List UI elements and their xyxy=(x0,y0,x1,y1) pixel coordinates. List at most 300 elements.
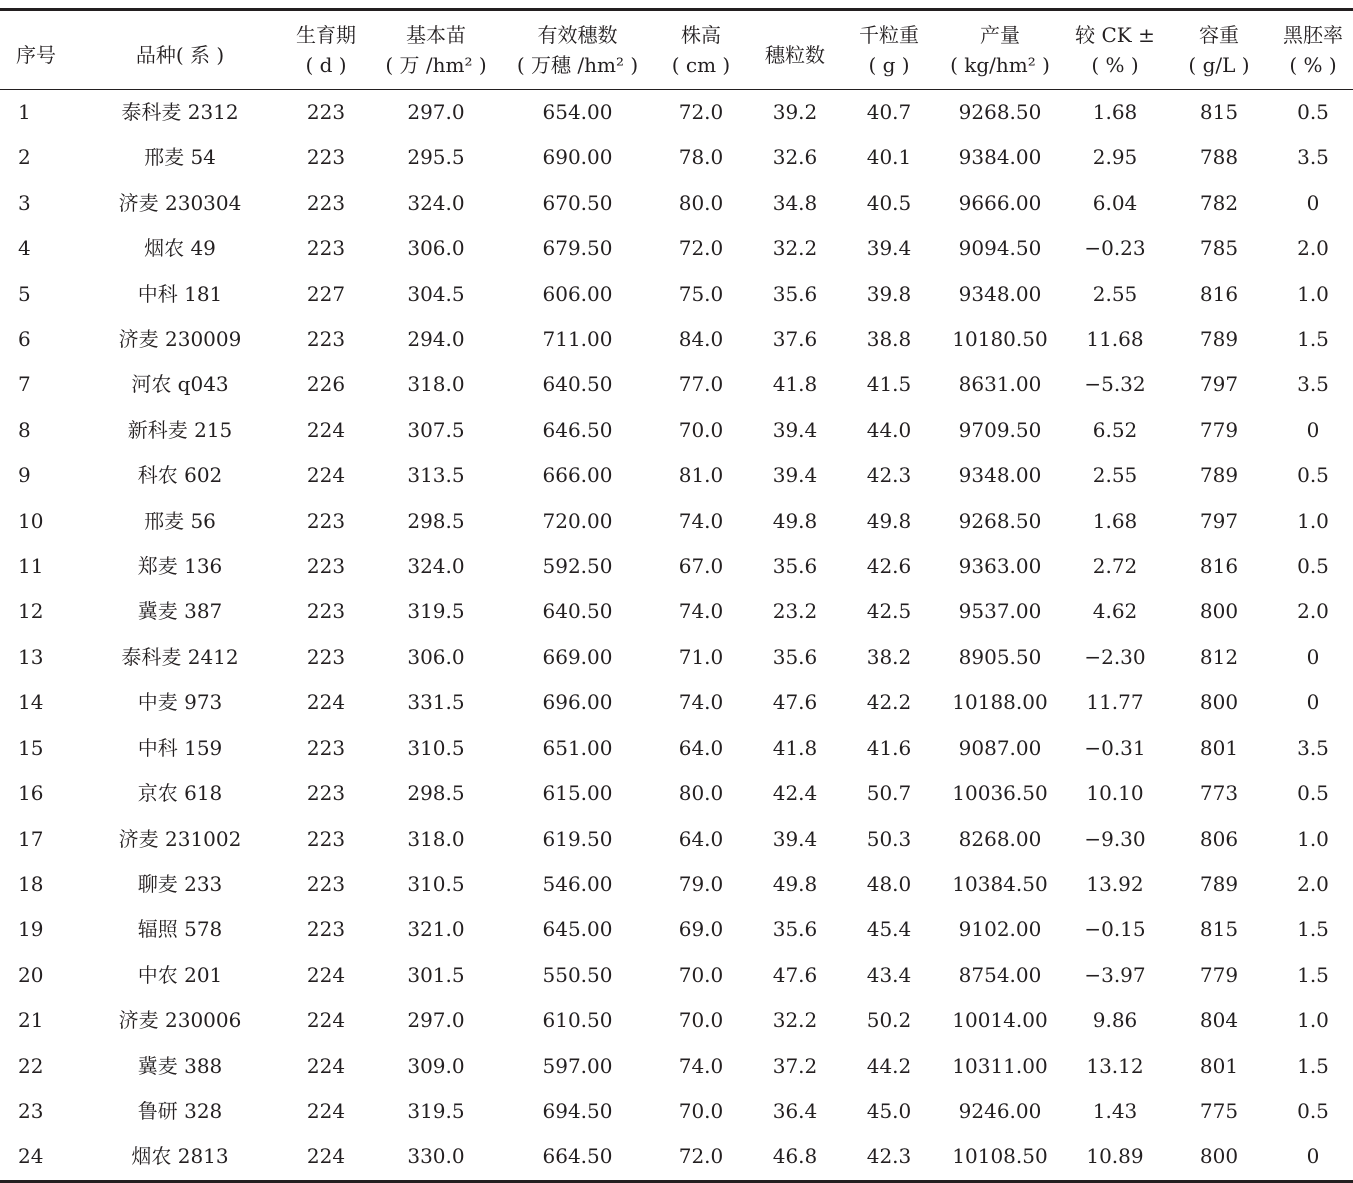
table-cell: 9087.00 xyxy=(958,735,1042,760)
table-cell: 13.12 xyxy=(1086,1053,1144,1078)
table-cell: 32.2 xyxy=(772,1008,818,1033)
table-cell: 1.5 xyxy=(1297,1053,1329,1078)
table-cell: 318.0 xyxy=(407,372,465,397)
table-cell: 40.5 xyxy=(866,190,912,215)
table-cell: 71.0 xyxy=(678,644,724,669)
table-cell: 48.0 xyxy=(866,871,912,896)
table-cell: 49.8 xyxy=(772,508,818,533)
table-cell: 郑麦 136 xyxy=(137,554,223,579)
table-cell: 35.6 xyxy=(772,554,818,579)
table-row xyxy=(0,453,1353,498)
table-cell: 223 xyxy=(306,554,346,579)
table-cell: 64.0 xyxy=(678,826,724,851)
table-cell: 615.00 xyxy=(542,781,613,806)
table-cell: 1.68 xyxy=(1092,508,1138,533)
table-cell: 3.5 xyxy=(1297,145,1329,170)
table-cell: 21 xyxy=(18,1008,44,1033)
column-unit: ( g ) xyxy=(843,50,935,90)
table-cell: 324.0 xyxy=(407,554,465,579)
table-cell: 330.0 xyxy=(372,1134,500,1181)
table-cell: 冀麦 387 xyxy=(137,599,223,624)
table-cell: 9348.00 xyxy=(958,281,1042,306)
table-cell: 295.5 xyxy=(407,145,465,170)
table-cell: 804 xyxy=(1199,1008,1239,1033)
table-cell: 0 xyxy=(1306,644,1320,669)
table-cell: 0 xyxy=(1306,190,1320,215)
table-cell: 812 xyxy=(1199,644,1239,669)
table-cell: 679.50 xyxy=(542,236,613,261)
table-cell: 801 xyxy=(1199,735,1239,760)
table-cell: 8631.00 xyxy=(958,372,1042,397)
table-cell: 16 xyxy=(18,781,44,806)
table-cell: 223 xyxy=(306,826,346,851)
table-cell: 0 xyxy=(1306,417,1320,442)
table-cell: 80.0 xyxy=(678,190,724,215)
table-cell: 39.8 xyxy=(866,281,912,306)
table-cell: 324.0 xyxy=(407,190,465,215)
table-cell: 77.0 xyxy=(678,372,724,397)
table-cell: 10.10 xyxy=(1086,781,1144,806)
table-cell: −3.97 xyxy=(1084,962,1146,987)
table-cell: 济麦 231002 xyxy=(118,826,242,851)
table-cell: 654.00 xyxy=(542,100,613,124)
table-cell: 592.50 xyxy=(542,554,613,579)
table-cell: 227 xyxy=(306,281,346,306)
table-cell: 224 xyxy=(306,1053,346,1078)
table-cell: 797 xyxy=(1199,372,1239,397)
table-body xyxy=(0,90,1353,1182)
table-cell: 3 xyxy=(18,190,31,215)
column-unit: ( % ) xyxy=(1273,50,1353,90)
column-header: 生育期 xyxy=(280,10,372,51)
table-cell: 35.6 xyxy=(772,644,818,669)
table-cell: 新科麦 215 xyxy=(127,417,233,442)
table-cell: 789 xyxy=(1199,327,1239,352)
table-cell: 11.68 xyxy=(1086,327,1144,352)
table-cell: 23.2 xyxy=(772,599,818,624)
table-cell: 223 xyxy=(306,100,346,124)
table-cell: 304.5 xyxy=(407,281,465,306)
table-row xyxy=(0,1089,1353,1134)
table-cell: 济麦 230009 xyxy=(118,327,242,352)
table-cell: 74.0 xyxy=(678,508,724,533)
table-cell: 297.0 xyxy=(407,100,465,124)
table-cell: 9094.50 xyxy=(958,236,1042,261)
table-cell: 邢麦 56 xyxy=(144,508,216,533)
table-cell: 1.5 xyxy=(1297,962,1329,987)
table-cell: 9348.00 xyxy=(958,463,1042,488)
column-unit: ( 万 /hm² ) xyxy=(372,50,500,90)
table-cell: 47.6 xyxy=(772,690,818,715)
table-row xyxy=(0,181,1353,226)
table-cell: −2.30 xyxy=(1084,644,1146,669)
table-cell: 4.62 xyxy=(1092,599,1138,624)
table-cell: 223 xyxy=(306,644,346,669)
table-cell: 690.00 xyxy=(542,145,613,170)
table-cell: 6 xyxy=(18,327,31,352)
table-cell: 224 xyxy=(306,1008,346,1033)
table-cell: 696.00 xyxy=(542,690,613,715)
column-header: 千粒重 xyxy=(843,10,935,51)
table-cell: 223 xyxy=(306,871,346,896)
table-cell: 789 xyxy=(1199,463,1239,488)
column-unit: ( g/L ) xyxy=(1165,50,1273,90)
table-cell: 中农 201 xyxy=(137,962,223,987)
column-header: 黑胚率 xyxy=(1273,10,1353,51)
table-cell: 70.0 xyxy=(678,962,724,987)
table-cell: 41.5 xyxy=(866,372,912,397)
table-cell: 39.4 xyxy=(866,236,912,261)
table-cell: 224 xyxy=(306,417,346,442)
table-cell: 773 xyxy=(1199,781,1239,806)
table-row xyxy=(0,499,1353,544)
table-cell: 38.2 xyxy=(866,644,912,669)
table-cell: 44.0 xyxy=(866,417,912,442)
table-cell: 1.5 xyxy=(1297,917,1329,942)
table-cell: 19 xyxy=(18,917,44,942)
table-cell: 8 xyxy=(18,417,31,442)
table-cell: 邢麦 54 xyxy=(144,145,216,170)
table-cell: 70.0 xyxy=(678,1098,724,1123)
table-cell: 2.95 xyxy=(1092,145,1138,170)
table-cell: 331.5 xyxy=(407,690,465,715)
table-cell: −0.31 xyxy=(1084,735,1146,760)
table-row xyxy=(0,362,1353,407)
table-cell: 666.00 xyxy=(542,463,613,488)
table-cell: 546.00 xyxy=(542,871,613,896)
table-cell: 84.0 xyxy=(678,327,724,352)
table-cell: 23 xyxy=(18,1098,44,1123)
table-cell: 2.0 xyxy=(1297,599,1329,624)
column-header: 有效穗数 xyxy=(500,10,655,51)
table-cell: 319.5 xyxy=(407,1098,465,1123)
table-cell: −0.15 xyxy=(1084,917,1146,942)
table-cell: 4 xyxy=(18,236,31,261)
table-cell: 46.8 xyxy=(747,1134,843,1181)
table-cell: 319.5 xyxy=(407,599,465,624)
table-cell: 306.0 xyxy=(407,644,465,669)
table-cell: 223 xyxy=(306,599,346,624)
table-cell: 烟农 49 xyxy=(144,236,216,261)
table-cell: 中麦 973 xyxy=(137,690,223,715)
table-cell: 辐照 578 xyxy=(137,917,223,942)
table-cell: 1.68 xyxy=(1092,100,1138,124)
table-cell: 800 xyxy=(1165,1134,1273,1181)
column-header: 较 CK ± xyxy=(1065,10,1165,51)
table-cell: 223 xyxy=(306,327,346,352)
table-cell: 烟农 2813 xyxy=(80,1134,280,1181)
column-header: 产量 xyxy=(935,10,1065,51)
table-cell: 70.0 xyxy=(678,417,724,442)
table-cell: 2.0 xyxy=(1297,236,1329,261)
table-cell: 3.5 xyxy=(1297,372,1329,397)
table-row xyxy=(0,589,1353,634)
table-cell: 797 xyxy=(1199,508,1239,533)
table-cell: 39.4 xyxy=(772,826,818,851)
table-cell: 800 xyxy=(1199,599,1239,624)
table-cell: 74.0 xyxy=(678,690,724,715)
table-cell: 670.50 xyxy=(542,190,613,215)
table-cell: 13.92 xyxy=(1086,871,1144,896)
table-cell: 32.6 xyxy=(772,145,818,170)
table-cell: 646.50 xyxy=(542,417,613,442)
table-cell: 42.4 xyxy=(772,781,818,806)
table-cell: 9268.50 xyxy=(958,508,1042,533)
table-cell: 49.8 xyxy=(772,871,818,896)
table-cell: 50.7 xyxy=(866,781,912,806)
table-cell: 40.1 xyxy=(866,145,912,170)
table-cell: 50.2 xyxy=(866,1008,912,1033)
table-cell: 42.3 xyxy=(866,463,912,488)
table-cell: 45.0 xyxy=(866,1098,912,1123)
table-cell: 816 xyxy=(1199,281,1239,306)
table-cell: 0.5 xyxy=(1297,781,1329,806)
table-cell: 冀麦 388 xyxy=(137,1053,223,1078)
table-cell: 0.5 xyxy=(1297,554,1329,579)
table-cell: 307.5 xyxy=(407,417,465,442)
table-cell: 0.5 xyxy=(1297,1098,1329,1123)
table-cell: 306.0 xyxy=(407,236,465,261)
table-cell: 223 xyxy=(306,735,346,760)
table-cell: 72.0 xyxy=(678,100,724,124)
table-cell: 779 xyxy=(1199,417,1239,442)
table-cell: 711.00 xyxy=(542,327,613,352)
table-row xyxy=(0,226,1353,271)
table-cell: 310.5 xyxy=(407,871,465,896)
table-cell: 779 xyxy=(1199,962,1239,987)
table-cell: 10384.50 xyxy=(952,871,1048,896)
table-cell: −5.32 xyxy=(1084,372,1146,397)
table-cell: −0.23 xyxy=(1084,236,1146,261)
table-cell: 41.8 xyxy=(772,735,818,760)
table-cell: 1 xyxy=(18,100,31,124)
table-cell: 22 xyxy=(18,1053,44,1078)
table-cell: 10180.50 xyxy=(952,327,1048,352)
table-cell: 310.5 xyxy=(407,735,465,760)
table-cell: 720.00 xyxy=(542,508,613,533)
table-cell: 14 xyxy=(18,690,44,715)
table-cell: 800 xyxy=(1199,690,1239,715)
table-cell: 39.4 xyxy=(772,463,818,488)
table-cell: 35.6 xyxy=(772,917,818,942)
table-cell: 17 xyxy=(18,826,44,851)
table-cell: 10014.00 xyxy=(952,1008,1048,1033)
table-cell: 8754.00 xyxy=(958,962,1042,987)
table-cell: 13 xyxy=(18,644,44,669)
table-cell: 44.2 xyxy=(866,1053,912,1078)
table-cell: 济麦 230006 xyxy=(118,1008,242,1033)
table-cell: 41.6 xyxy=(866,735,912,760)
table-cell: 1.0 xyxy=(1297,508,1329,533)
table-cell: 32.2 xyxy=(772,236,818,261)
table-cell: 224 xyxy=(280,1134,372,1181)
table-row xyxy=(0,998,1353,1043)
table-cell: 223 xyxy=(306,145,346,170)
table-cell: 785 xyxy=(1199,236,1239,261)
table-cell: 67.0 xyxy=(678,554,724,579)
table-cell: 9268.50 xyxy=(958,100,1042,124)
table-cell: 43.4 xyxy=(866,962,912,987)
table-cell: 69.0 xyxy=(678,917,724,942)
table-cell: 15 xyxy=(18,735,44,760)
column-header: 株高 xyxy=(655,10,747,51)
table-cell: 640.50 xyxy=(542,372,613,397)
table-cell: 223 xyxy=(306,917,346,942)
table-cell: 50.3 xyxy=(866,826,912,851)
table-cell: 74.0 xyxy=(678,599,724,624)
table-cell: 619.50 xyxy=(542,826,613,851)
table-cell: 济麦 230304 xyxy=(118,190,242,215)
column-header: 基本苗 xyxy=(372,10,500,51)
table-cell: 0 xyxy=(1273,1134,1353,1181)
table-cell: 37.2 xyxy=(772,1053,818,1078)
table-cell: 泰科麦 2412 xyxy=(121,644,239,669)
table-cell: 39.2 xyxy=(772,100,818,124)
column-header: 序号 xyxy=(0,10,80,90)
table-cell: 64.0 xyxy=(678,735,724,760)
variety-trial-table xyxy=(0,8,1353,1183)
table-cell: 318.0 xyxy=(407,826,465,851)
table-cell: 550.50 xyxy=(542,962,613,987)
table-cell: 49.8 xyxy=(866,508,912,533)
table-cell: 10036.50 xyxy=(952,781,1048,806)
table-cell: 20 xyxy=(18,962,44,987)
table-cell: 9 xyxy=(18,463,31,488)
table-cell: 5 xyxy=(18,281,31,306)
table-cell: 科农 602 xyxy=(137,463,223,488)
table-cell: 223 xyxy=(306,781,346,806)
table-cell: 24 xyxy=(0,1134,80,1181)
table-cell: 34.8 xyxy=(772,190,818,215)
table-cell: 京农 618 xyxy=(137,781,223,806)
table-cell: 297.0 xyxy=(407,1008,465,1033)
table-cell: 606.00 xyxy=(542,281,613,306)
table-cell: 815 xyxy=(1199,917,1239,942)
table-row xyxy=(0,1134,1353,1181)
table-cell: 9666.00 xyxy=(958,190,1042,215)
table-cell: 0.5 xyxy=(1297,463,1329,488)
table-cell: 41.8 xyxy=(772,372,818,397)
table-cell: 42.3 xyxy=(843,1134,935,1181)
table-cell: 79.0 xyxy=(678,871,724,896)
table-cell: 9709.50 xyxy=(958,417,1042,442)
table-cell: 1.5 xyxy=(1297,327,1329,352)
table-cell: 6.04 xyxy=(1092,190,1138,215)
table-cell: 223 xyxy=(306,236,346,261)
table-row xyxy=(0,726,1353,771)
column-unit: ( 万穗 /hm² ) xyxy=(500,50,655,90)
table-cell: 0 xyxy=(1306,690,1320,715)
column-header: 品种( 系 ) xyxy=(80,10,280,90)
table-cell: 226 xyxy=(306,372,346,397)
table-cell: 9.86 xyxy=(1092,1008,1138,1033)
table-row xyxy=(0,680,1353,725)
table-cell: 中科 159 xyxy=(137,735,223,760)
table-row xyxy=(0,272,1353,317)
column-header: 穗粒数 xyxy=(747,10,843,90)
table-cell: 651.00 xyxy=(542,735,613,760)
table-cell: 298.5 xyxy=(407,508,465,533)
table-cell: 1.0 xyxy=(1297,281,1329,306)
table-cell: 42.6 xyxy=(866,554,912,579)
table-cell: 789 xyxy=(1199,871,1239,896)
table-cell: 294.0 xyxy=(407,327,465,352)
table-cell: 12 xyxy=(18,599,44,624)
table-cell: 597.00 xyxy=(542,1053,613,1078)
table-cell: 645.00 xyxy=(542,917,613,942)
table-cell: 2.55 xyxy=(1092,281,1138,306)
table-cell: 40.7 xyxy=(866,100,912,124)
table-cell: 11.77 xyxy=(1086,690,1144,715)
table-row xyxy=(0,953,1353,998)
table-cell: 45.4 xyxy=(866,917,912,942)
table-cell: 801 xyxy=(1199,1053,1239,1078)
table-cell: 782 xyxy=(1199,190,1239,215)
table-cell: 775 xyxy=(1199,1098,1239,1123)
table-cell: 815 xyxy=(1199,100,1239,124)
table-cell: 8905.50 xyxy=(958,644,1042,669)
table-cell: 2 xyxy=(18,145,31,170)
table-cell: 18 xyxy=(18,871,44,896)
table-cell: −9.30 xyxy=(1084,826,1146,851)
table-cell: 10.89 xyxy=(1065,1134,1165,1181)
table-row xyxy=(0,544,1353,589)
table-cell: 聊麦 233 xyxy=(137,871,223,896)
table-row xyxy=(0,907,1353,952)
table-cell: 80.0 xyxy=(678,781,724,806)
table-row xyxy=(0,90,1353,136)
table-cell: 321.0 xyxy=(407,917,465,942)
table-cell: 1.0 xyxy=(1297,1008,1329,1033)
table-row xyxy=(0,408,1353,453)
table-row xyxy=(0,135,1353,180)
table-cell: 313.5 xyxy=(407,463,465,488)
table-cell: 81.0 xyxy=(678,463,724,488)
table-cell: 9102.00 xyxy=(958,917,1042,942)
table-cell: 10311.00 xyxy=(952,1053,1048,1078)
table-cell: 37.6 xyxy=(772,327,818,352)
table-cell: 2.0 xyxy=(1297,871,1329,896)
table-row xyxy=(0,817,1353,862)
table-cell: 9363.00 xyxy=(958,554,1042,579)
table-cell: 39.4 xyxy=(772,417,818,442)
table-cell: 35.6 xyxy=(772,281,818,306)
table-cell: 3.5 xyxy=(1297,735,1329,760)
table-cell: 806 xyxy=(1199,826,1239,851)
table-cell: 鲁研 328 xyxy=(137,1098,223,1123)
table-header xyxy=(0,10,1353,90)
table-cell: 7 xyxy=(18,372,31,397)
column-unit: ( kg/hm² ) xyxy=(935,50,1065,90)
table-cell: 0.5 xyxy=(1297,100,1329,124)
table-cell: 309.0 xyxy=(407,1053,465,1078)
table-cell: 中科 181 xyxy=(137,281,223,306)
table-cell: 10188.00 xyxy=(952,690,1048,715)
column-unit: ( % ) xyxy=(1065,50,1165,90)
table-cell: 6.52 xyxy=(1092,417,1138,442)
table-cell: 36.4 xyxy=(772,1098,818,1123)
table-cell: 1.43 xyxy=(1092,1098,1138,1123)
table-cell: 8268.00 xyxy=(958,826,1042,851)
table-row xyxy=(0,862,1353,907)
table-cell: 223 xyxy=(306,508,346,533)
table-cell: 10108.50 xyxy=(935,1134,1065,1181)
table-cell: 78.0 xyxy=(678,145,724,170)
table-row xyxy=(0,317,1353,362)
table-cell: 640.50 xyxy=(542,599,613,624)
table-row xyxy=(0,771,1353,816)
table-cell: 9246.00 xyxy=(958,1098,1042,1123)
